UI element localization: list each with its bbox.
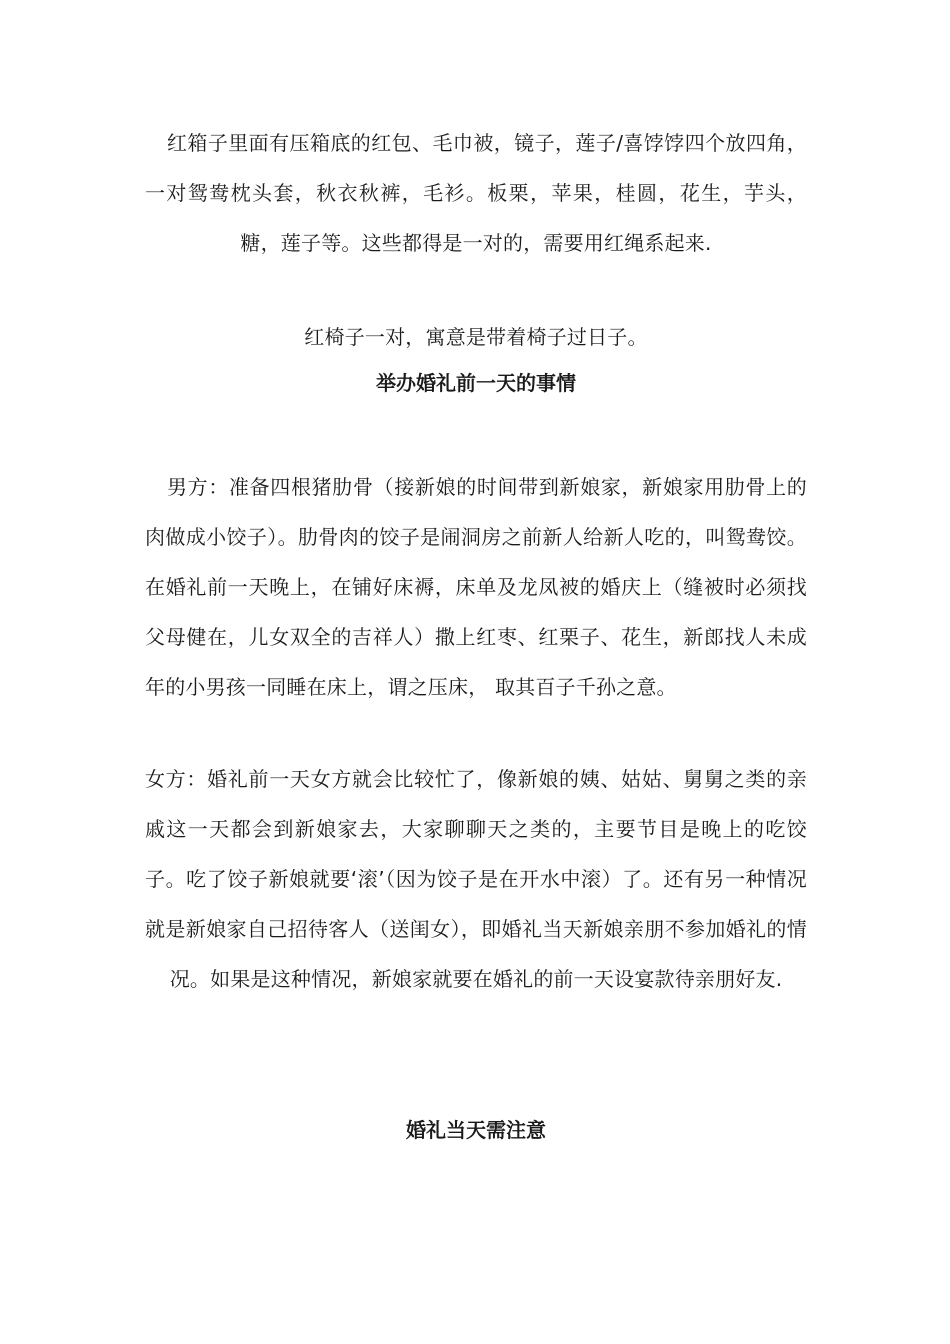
paragraph-text: 男方：准备四根猪肋骨（接新娘的时间带到新娘家，新娘家用肋骨上的肉做成小饺子）。肋骨肉的饺子是闹洞房之前新人给新人吃的，叫鸳鸯饺。在婚礼前一天晚上，在铺好床褥，床单及龙凤被的婚庆上（缝被时必须找父母健在，儿女双全的吉祥人）撒上红枣、红栗子、花生，新郎找人未成年的小男孩一同睡在床上，谓之压床， 取其百子千孙之意。	[145, 475, 807, 699]
paragraph-text: 红椅子一对，寓意是带着椅子过日子。	[304, 325, 648, 349]
section-heading-wedding-day	[145, 1115, 807, 1145]
paragraph-red-box	[145, 118, 807, 268]
paragraph-text: 女方：婚礼前一天女方就会比较忙了，像新娘的姨、姑姑、舅舅之类的亲戚这一天都会到新娘家去，大家聊聊天之类的，主要节目是晚上的吃饺子。吃了饺子新娘就要‘滚’（因为饺子是在开水中滚）了。还有另一种情况就是新娘家自己招待客人（送闺女），即婚礼当天新娘亲朋不参加婚礼的情况。如果是这种情况，新娘家就要在婚礼的前一天设宴款待亲朋好友.	[145, 767, 807, 991]
paragraph-groom-side	[145, 462, 807, 712]
section-heading: 婚礼当天需注意	[406, 1118, 546, 1142]
paragraph-bride-side	[145, 754, 807, 1004]
paragraph-red-chairs	[145, 312, 807, 362]
section-heading: 举办婚礼前一天的事情	[376, 371, 576, 395]
paragraph-text: 红箱子里面有压箱底的红包、毛巾被，镜子，莲子/喜饽饽四个放四角，一对鸳鸯枕头套，秋衣秋裤，毛衫。板栗，苹果，桂圆，花生，芋头，糖，莲子等。这些都得是一对的，需要用红绳系起来.	[145, 131, 807, 255]
section-heading-day-before	[145, 368, 807, 398]
